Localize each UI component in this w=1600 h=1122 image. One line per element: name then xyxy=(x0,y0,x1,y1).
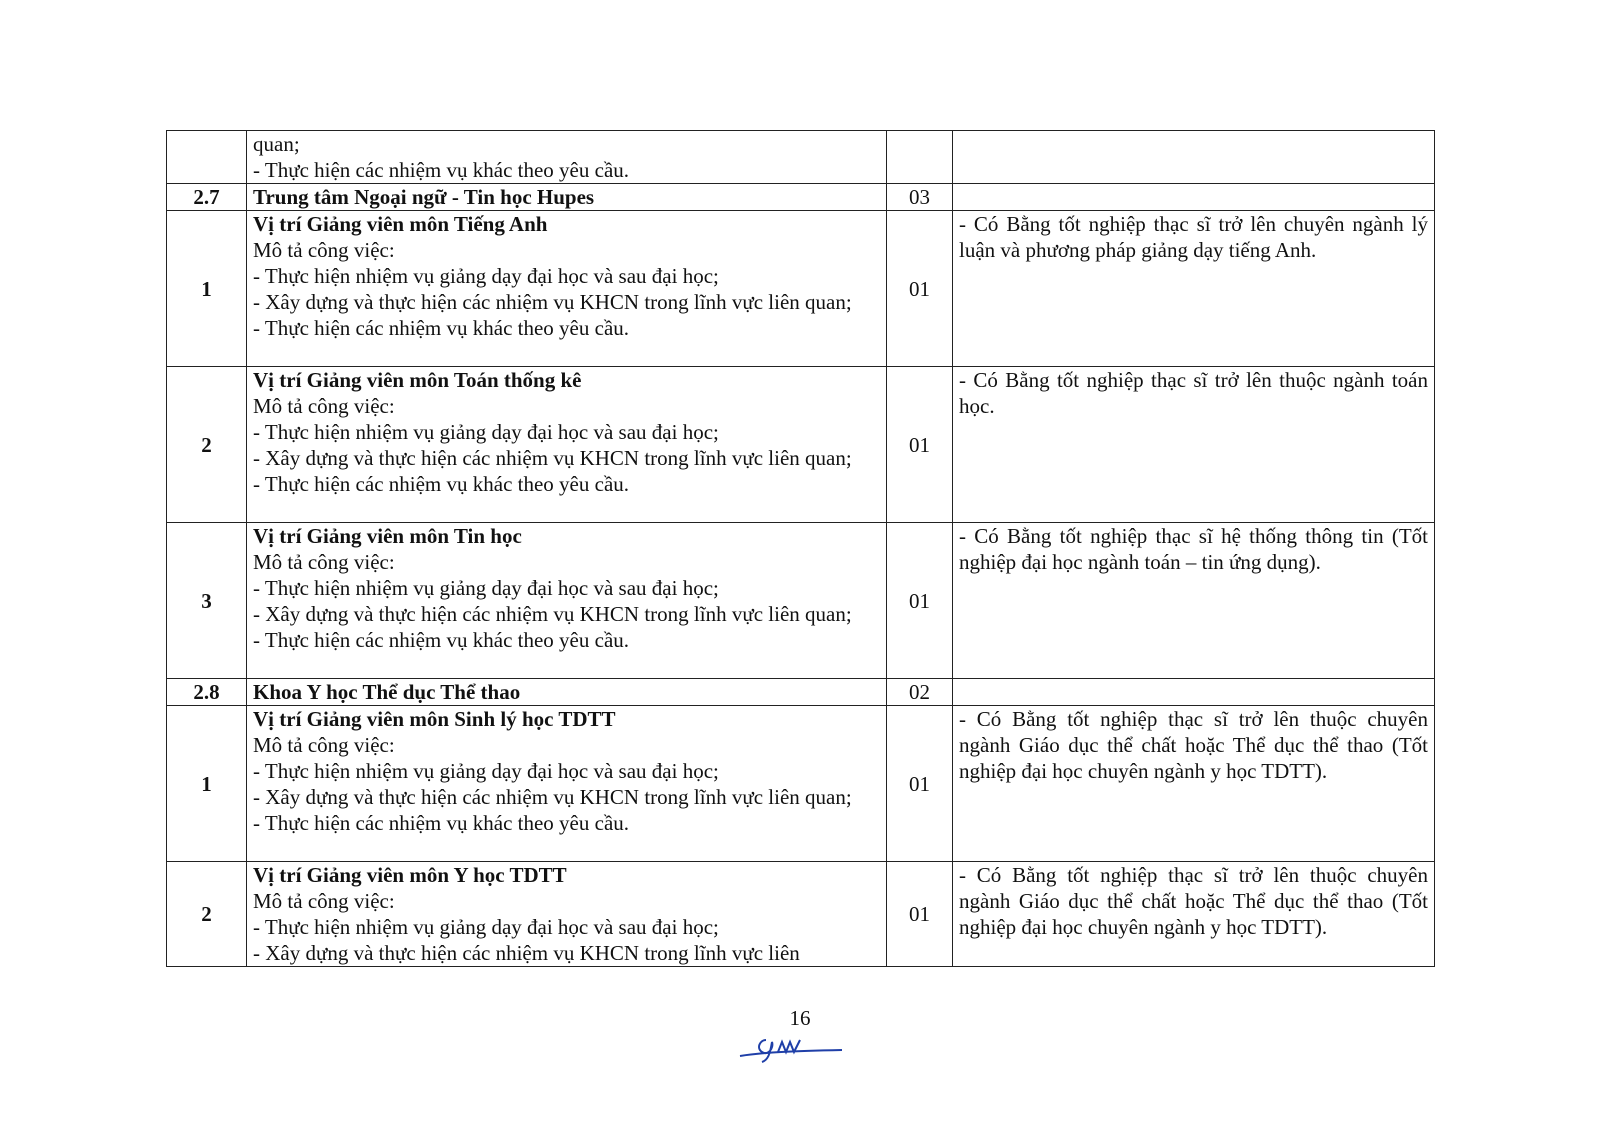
position-description xyxy=(247,367,887,523)
section-quantity: 03 xyxy=(887,184,953,211)
position-row xyxy=(167,523,1435,679)
section-number: 2.7 xyxy=(167,184,247,211)
section-title: Khoa Y học Thể dục Thể thao xyxy=(247,679,887,706)
duty-item: - Thực hiện các nhiệm vụ khác theo yêu cầu. xyxy=(253,316,630,340)
description-label: Mô tả công việc: xyxy=(253,394,395,418)
position-row xyxy=(167,367,1435,523)
continuation-line: quan; xyxy=(253,132,300,156)
duty-item: - Thực hiện nhiệm vụ giảng dạy đại học và sau đại học; xyxy=(253,915,719,939)
position-number: 2 xyxy=(167,862,247,967)
duty-item: - Thực hiện nhiệm vụ giảng dạy đại học và sau đại học; xyxy=(253,576,719,600)
continuation-row xyxy=(167,131,1435,184)
duty-item: - Xây dựng và thực hiện các nhiệm vụ KHCN trong lĩnh vực liên quan; xyxy=(253,785,852,809)
description-label: Mô tả công việc: xyxy=(253,550,395,574)
section-header-row xyxy=(167,679,1435,706)
position-quantity: 01 xyxy=(887,523,953,679)
description-label: Mô tả công việc: xyxy=(253,238,395,262)
continuation-requirement-cell xyxy=(953,131,1435,184)
position-quantity: 01 xyxy=(887,706,953,862)
continuation-line: - Thực hiện các nhiệm vụ khác theo yêu cầu. xyxy=(253,158,630,182)
position-row xyxy=(167,706,1435,862)
continuation-duties xyxy=(247,131,887,184)
position-requirement: - Có Bằng tốt nghiệp thạc sĩ hệ thống thông tin (Tốt nghiệp đại học ngành toán – tin ứng dụng). xyxy=(953,523,1435,679)
position-description xyxy=(247,211,887,367)
position-title: Vị trí Giảng viên môn Y học TDTT xyxy=(253,863,567,887)
duty-item: - Xây dựng và thực hiện các nhiệm vụ KHCN trong lĩnh vực liên quan; xyxy=(253,602,852,626)
position-requirement: - Có Bằng tốt nghiệp thạc sĩ trở lên thuộc ngành toán học. xyxy=(953,367,1435,523)
description-label: Mô tả công việc: xyxy=(253,733,395,757)
position-quantity: 01 xyxy=(887,862,953,967)
duty-item: - Xây dựng và thực hiện các nhiệm vụ KHCN trong lĩnh vực liên quan; xyxy=(253,290,852,314)
duty-item: - Xây dựng và thực hiện các nhiệm vụ KHCN trong lĩnh vực liên quan; xyxy=(253,446,852,470)
position-title: Vị trí Giảng viên môn Tiếng Anh xyxy=(253,212,548,236)
duty-item: - Thực hiện các nhiệm vụ khác theo yêu cầu. xyxy=(253,472,630,496)
continuation-number-cell xyxy=(167,131,247,184)
position-row xyxy=(167,211,1435,367)
section-title: Trung tâm Ngoại ngữ - Tin học Hupes xyxy=(247,184,887,211)
recruitment-table xyxy=(166,130,1435,967)
position-number: 1 xyxy=(167,706,247,862)
continuation-quantity-cell xyxy=(887,131,953,184)
description-label: Mô tả công việc: xyxy=(253,889,395,913)
section-quantity: 02 xyxy=(887,679,953,706)
page-number: 16 xyxy=(789,1006,811,1030)
duty-item: - Thực hiện nhiệm vụ giảng dạy đại học và sau đại học; xyxy=(253,759,719,783)
duty-item: - Thực hiện nhiệm vụ giảng dạy đại học và sau đại học; xyxy=(253,264,719,288)
duty-item: - Thực hiện các nhiệm vụ khác theo yêu cầu. xyxy=(253,811,630,835)
duty-item: - Thực hiện các nhiệm vụ khác theo yêu cầu. xyxy=(253,628,630,652)
position-number: 1 xyxy=(167,211,247,367)
position-description xyxy=(247,706,887,862)
section-number: 2.8 xyxy=(167,679,247,706)
position-requirement: - Có Bằng tốt nghiệp thạc sĩ trở lên thuộc chuyên ngành Giáo dục thể chất hoặc Thể dục thể thao (Tốt nghiệp đại học chuyên ngành y học TDTT). xyxy=(953,862,1435,967)
position-number: 3 xyxy=(167,523,247,679)
position-title: Vị trí Giảng viên môn Tin học xyxy=(253,524,522,548)
position-title: Vị trí Giảng viên môn Sinh lý học TDTT xyxy=(253,707,616,731)
position-quantity: 01 xyxy=(887,367,953,523)
section-requirement-cell xyxy=(953,679,1435,706)
position-description xyxy=(247,523,887,679)
position-requirement: - Có Bằng tốt nghiệp thạc sĩ trở lên thuộc chuyên ngành Giáo dục thể chất hoặc Thể dục thể thao (Tốt nghiệp đại học chuyên ngành y học TDTT). xyxy=(953,706,1435,862)
position-number: 2 xyxy=(167,367,247,523)
position-quantity: 01 xyxy=(887,211,953,367)
signature-mark xyxy=(736,1030,846,1064)
position-row xyxy=(167,862,1435,967)
duty-item: - Xây dựng và thực hiện các nhiệm vụ KHCN trong lĩnh vực liên xyxy=(253,941,800,965)
section-requirement-cell xyxy=(953,184,1435,211)
position-title: Vị trí Giảng viên môn Toán thống kê xyxy=(253,368,582,392)
duty-item: - Thực hiện nhiệm vụ giảng dạy đại học và sau đại học; xyxy=(253,420,719,444)
position-description xyxy=(247,862,887,967)
position-requirement: - Có Bằng tốt nghiệp thạc sĩ trở lên chuyên ngành lý luận và phương pháp giảng dạy tiếng Anh. xyxy=(953,211,1435,367)
section-header-row xyxy=(167,184,1435,211)
